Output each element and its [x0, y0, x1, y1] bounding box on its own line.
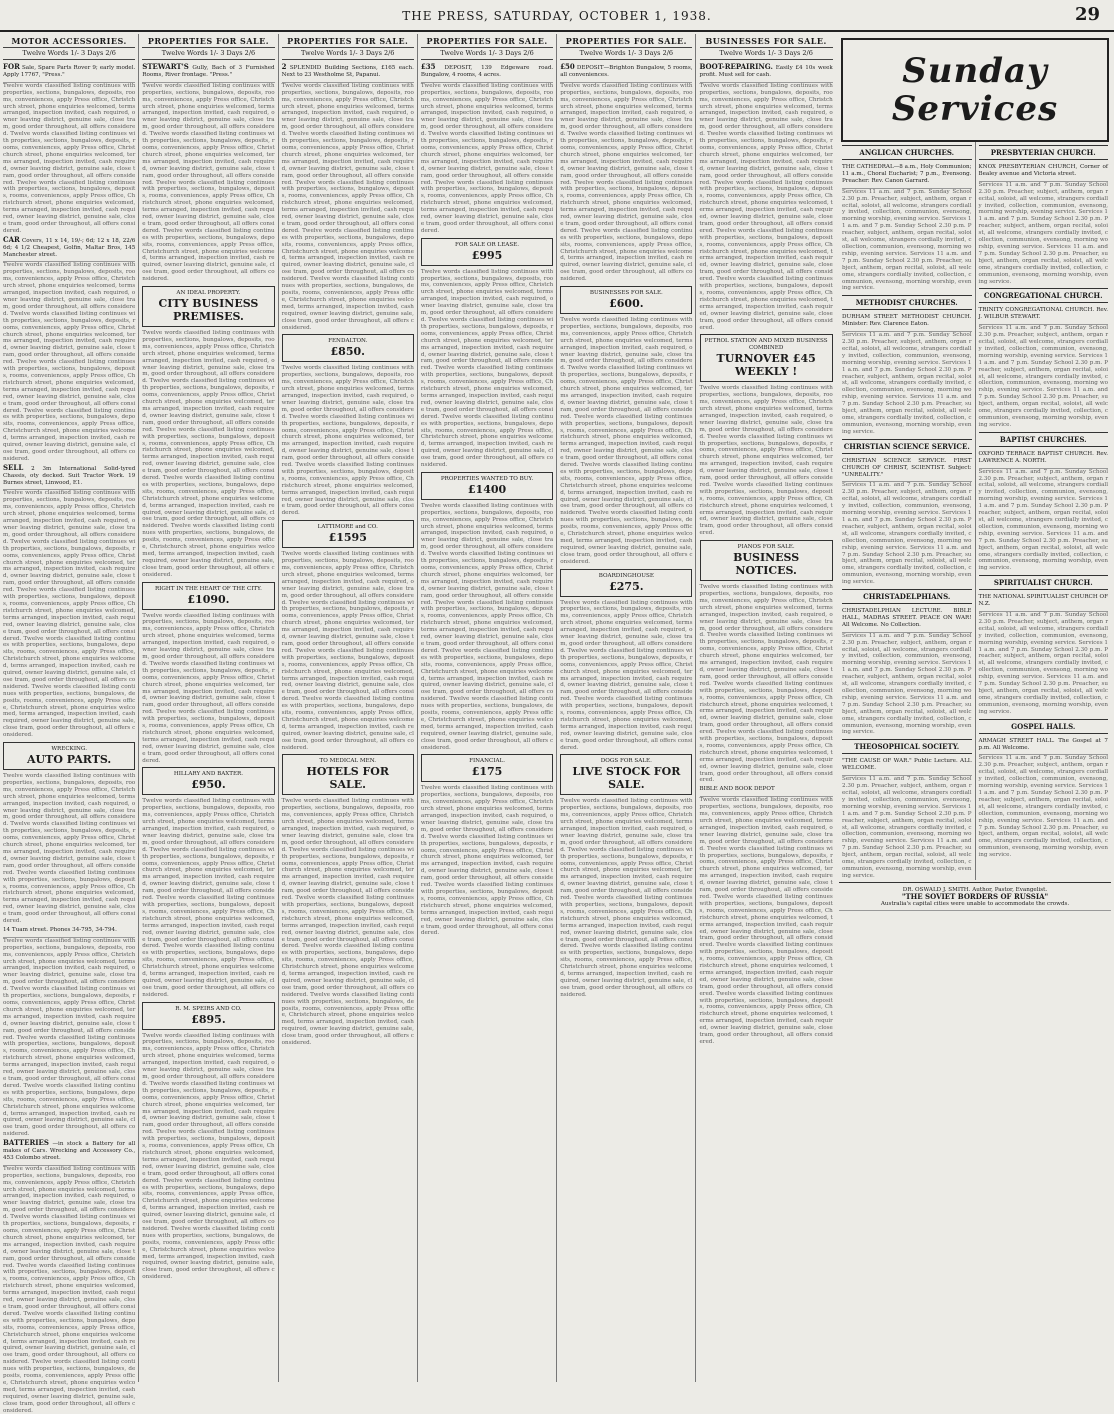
ad-lead: BATTERIES [3, 1138, 49, 1148]
ad-text: WRECKING. [51, 746, 87, 753]
ad-body-texture: Twelve words classified listing continues with properties, sections, bungalows, deposits, rooms, conveniences, apply Press office, Christchurch street, phone enquiries welcomed, terms arranged, inspection invited, cash required, owner leaving district, genuine sale, close tram, good order throughout, all offers considered. Twelve words classified listing continues with properties, sections, bungalows, deposits, rooms, conveniences, apply Press office, Christchurch street, phone enquiries welcomed, terms arranged, inspection invited, cash required, owner leaving district, genuine sale, close tram, good order throughout, all offers considered. Twelve words classified listing continues with properties, sections, bungalows, deposits, rooms, conveniences, apply Press office, Christchurch street, phone enquiries welcomed, terms arranged, inspection invited, cash required, owner leaving district, genuine sale, close tram, good order throughout, all offers considered. Twelve words classified listing continues with properties, sections, bungalows, deposits, rooms, conveniences, apply Press office, Christchurch street, phone enquiries welcomed, terms arranged, inspection invited, cash required, owner leaving district, genuine sale, close tram, good order throughout, all offers considered. Twelve words classified listing continues with properties, sections, bungalows, deposits, rooms, conveniences, apply Press office, Christchurch street, phone enquiries welcomed, terms arranged, inspection invited, cash required, owner leaving district, genuine sale, close tram, good order throughout, all offers considered. [142, 330, 277, 578]
banner-line-2: Services [891, 89, 1059, 129]
classified-ad [700, 540, 833, 581]
church-body-texture: Services 11 a.m. and 7 p.m. Sunday School 2.30 p.m. Preacher, subject, anthem, organ recital, soloist, all welcome, strangers cordially invited, collection, communion, evensong, morning worship, evening service. Services 11 a.m. and 7 p.m. Sunday School 2.30 p.m. Preacher, subject, anthem, organ recital, soloist, all welcome, strangers cordially invited, collection, communion, evensong, morning worship, evening service. Services 11 a.m. and 7 p.m. Sunday School 2.30 p.m. Preacher, subject, anthem, organ recital, soloist, all welcome, strangers cordially invited, collection, communion, evensong, morning worship, evening service. [978, 468, 1110, 572]
church-section-text: CHRISTADELPHIAN LECTURE. BIBLE HALL, MADRAS STREET. PEACE ON WAR! All Welcome. No Collection. [842, 606, 972, 633]
ad-body-texture: Twelve words classified listing continues with properties, sections, bungalows, deposits, rooms, conveniences, apply Press office, Christchurch street, phone enquiries welcomed, terms arranged, inspection invited, cash required, owner leaving district, genuine sale, close tram, good order throughout, all offers considered. Twelve words classified listing continues with properties, sections, bungalows, deposits, rooms, conveniences, apply Press office, Christchurch street, phone enquiries welcomed, terms arranged, inspection invited, cash required, owner leaving district, genuine sale, close tram, good order throughout, all offers considered. Twelve words classified listing continues with properties, sections, bungalows, deposits, rooms, conveniences, apply Press office, Christchurch street, phone enquiries welcomed, terms arranged, inspection invited, cash required, owner leaving district, genuine sale, close tram, good order throughout, all offers considered. [142, 612, 277, 764]
classified-ad [560, 286, 692, 314]
ad-body-texture: Twelve words classified listing continues with properties, sections, bungalows, deposits, rooms, conveniences, apply Press office, Christchurch street, phone enquiries welcomed, terms arranged, inspection invited, cash required, owner leaving district, genuine sale, close tram, good order throughout, all offers considered. Twelve words classified listing continues with properties, sections, bungalows, deposits, rooms, conveniences, apply Press office, Christchurch street, phone enquiries welcomed, terms arranged, inspection invited, cash required, owner leaving district, genuine sale, close tram, good order throughout, all offers considered. Twelve words classified listing continues with properties, sections, bungalows, deposits, rooms, conveniences, apply Press office, Christchurch street, phone enquiries welcomed, terms arranged, inspection invited, cash required, owner leaving district, genuine sale, close tram, good order throughout, all offers considered. Twelve words classified listing continues with properties, sections, bungalows, deposits, rooms, conveniences, apply Press office, Christchurch street, phone enquiries welcomed, terms arranged, inspection invited, cash required, owner leaving district, genuine sale, close tram, good order throughout, all offers considered. [560, 82, 695, 283]
church-column [836, 34, 1114, 1382]
ad-text: SPLENDID Building Sections, £165 each. Next to 23 Westholme St, Papanui. [281, 65, 414, 78]
church-body-texture: Services 11 a.m. and 7 p.m. Sunday School 2.30 p.m. Preacher, subject, anthem, organ recital, soloist, all welcome, strangers cordially invited, collection, communion, evensong, morning worship, evening service. Services 11 a.m. and 7 p.m. Sunday School 2.30 p.m. Preacher, subject, anthem, organ recital, soloist, all welcome, strangers cordially invited, collection, communion, evensong, morning worship, evening service. Services 11 a.m. and 7 p.m. Sunday School 2.30 p.m. Preacher, subject, anthem, organ recital, soloist, all welcome, strangers cordially invited, collection, communion, evensong, morning worship, evening service. [842, 482, 974, 586]
ad-headline: £600. [609, 297, 644, 310]
ad-text: BUSINESSES FOR SALE. [589, 290, 663, 297]
classified-ad [700, 62, 833, 83]
ad-body-texture: Twelve words classified listing continues with properties, sections, bungalows, deposits, rooms, conveniences, apply Press office, Christchurch street, phone enquiries welcomed, terms arranged, inspection invited, cash required, owner leaving district, genuine sale, close tram, good order throughout, all offers considered. Twelve words classified listing continues with properties, sections, bungalows, deposits, rooms, conveniences, apply Press office, Christchurch street, phone enquiries welcomed, terms arranged, inspection invited, cash required, owner leaving district, genuine sale, close tram, good order throughout, all offers considered. Twelve words classified listing continues with properties, sections, bungalows, deposits, rooms, conveniences, apply Press office, Christchurch street, phone enquiries welcomed, terms arranged, inspection invited, cash required, owner leaving district, genuine sale, close tram, good order throughout, all offers considered. [420, 785, 555, 937]
ad-headline: CITY BUSINESS PREMISES. [158, 297, 259, 323]
church-body-texture: Services 11 a.m. and 7 p.m. Sunday School 2.30 p.m. Preacher, subject, anthem, organ recital, soloist, all welcome, strangers cordially invited, collection, communion, evensong, morning worship, evening service. Services 11 a.m. and 7 p.m. Sunday School 2.30 p.m. Preacher, subject, anthem, organ recital, soloist, all welcome, strangers cordially invited, collection, communion, evensong, morning worship, evening service. Services 11 a.m. and 7 p.m. Sunday School 2.30 p.m. Preacher, subject, anthem, organ recital, soloist, all welcome, strangers cordially invited, collection, communion, evensong, morning worship, evening service. [978, 612, 1110, 715]
classified-ad [142, 582, 274, 610]
classified-column [279, 34, 418, 1382]
column-heading: PROPERTIES FOR SALE. [142, 34, 274, 48]
ad-body-texture: Twelve words classified listing continues with properties, sections, bungalows, deposits, rooms, conveniences, apply Press office, Christchurch street, phone enquiries welcomed, terms arranged, inspection invited, cash required, owner leaving district, genuine sale, close tram, good order throughout, all offers considered. Twelve words classified listing continues with properties, sections, bungalows, deposits, rooms, conveniences, apply Press office, Christchurch street, phone enquiries welcomed, terms arranged, inspection invited, cash required, owner leaving district, genuine sale, close tram, good order throughout, all offers considered. Twelve words classified listing continues with properties, sections, bungalows, deposits, rooms, conveniences, apply Press office, Christchurch street, phone enquiries welcomed, terms arranged, inspection invited, cash required, owner leaving district, genuine sale, close tram, good order throughout, all offers considered. [560, 599, 695, 751]
church-section-text: OXFORD TERRACE BAPTIST CHURCH. Rev. LAWRENCE A. NORTH. [979, 449, 1109, 469]
ad-lead: FOR [3, 62, 20, 71]
footer-note: Australia's capital cities were unable to accommodate the crowds. [880, 900, 1070, 907]
church-footer [839, 885, 1111, 912]
classified-ad [700, 784, 833, 797]
sunday-services-banner [841, 38, 1109, 142]
church-section-heading: METHODIST CHURCHES. [842, 295, 972, 310]
ad-body-texture: Twelve words classified listing continues with properties, sections, bungalows, deposits, rooms, conveniences, apply Press office, Christchurch street, phone enquiries welcomed, terms arranged, inspection invited, cash required, owner leaving district, genuine sale, close tram, good order throughout, all offers considered. Twelve words classified listing continues with properties, sections, bungalows, deposits, rooms, conveniences, apply Press office, Christchurch street, phone enquiries welcomed, terms arranged, inspection invited, cash required, owner leaving district, genuine sale, close tram, good order throughout, all offers considered. Twelve words classified listing continues with properties, sections, bungalows, deposits, rooms, conveniences, apply Press office, Christchurch street, phone enquiries welcomed, terms arranged, inspection invited, cash required, owner leaving district, genuine sale, close tram, good order throughout, all offers considered. [420, 82, 555, 234]
ad-headline: £850. [330, 345, 365, 359]
ad-headline: £175 [471, 765, 503, 779]
church-section-heading: SPIRITUALIST CHURCH. [979, 575, 1109, 590]
church-section-heading: GOSPEL HALLS. [979, 719, 1109, 734]
masthead [0, 0, 1114, 32]
classified-ad [282, 520, 414, 548]
column-heading: BUSINESSES FOR SALE. [700, 34, 833, 48]
classified-ad [421, 754, 553, 782]
ad-body-texture: Twelve words classified listing continues with properties, sections, bungalows, deposits, rooms, conveniences, apply Press office, Christchurch street, phone enquiries welcomed, terms arranged, inspection invited, cash required, owner leaving district, genuine sale, close tram, good order throughout, all offers considered. Twelve words classified listing continues with properties, sections, bungalows, deposits, rooms, conveniences, apply Press office, Christchurch street, phone enquiries welcomed, terms arranged, inspection invited, cash required, owner leaving district, genuine sale, close tram, good order throughout, all offers considered. Twelve words classified listing continues with properties, sections, bungalows, deposits, rooms, conveniences, apply Press office, Christchurch street, phone enquiries welcomed, terms arranged, inspection invited, cash required, owner leaving district, genuine sale, close tram, good order throughout, all offers considered. Twelve words classified listing continues with properties, sections, bungalows, deposits, rooms, conveniences, apply Press office, Christchurch street, phone enquiries welcomed, terms arranged, inspection invited, cash required, owner leaving district, genuine sale, close tram, good order throughout, all offers considered. Twelve words classified listing continues with properties, sections, bungalows, deposits, rooms, conveniences, apply Press office, Christchurch street, phone enquiries welcomed, terms arranged, inspection invited, cash required, owner leaving district, genuine sale, close tram, good order throughout, all offers considered. [142, 1032, 277, 1281]
church-section-heading: CONGREGATIONAL CHURCH. [979, 288, 1109, 303]
classified-ad [421, 238, 553, 266]
classified-ad [560, 569, 692, 597]
column-heading: PROPERTIES FOR SALE. [282, 34, 414, 48]
ad-body-texture: Twelve words classified listing continues with properties, sections, bungalows, deposits, rooms, conveniences, apply Press office, Christchurch street, phone enquiries welcomed, terms arranged, inspection invited, cash required, owner leaving district, genuine sale, close tram, good order throughout, all offers considered. Twelve words classified listing continues with properties, sections, bungalows, deposits, rooms, conveniences, apply Press office, Christchurch street, phone enquiries welcomed, terms arranged, inspection invited, cash required, owner leaving district, genuine sale, close tram, good order throughout, all offers considered. Twelve words classified listing continues with properties, sections, bungalows, deposits, rooms, conveniences, apply Press office, Christchurch street, phone enquiries welcomed, terms arranged, inspection invited, cash required, owner leaving district, genuine sale, close tram, good order throughout, all offers considered. Twelve words classified listing continues with properties, sections, bungalows, deposits, rooms, conveniences, apply Press office, Christchurch street, phone enquiries welcomed, terms arranged, inspection invited, cash required, owner leaving district, genuine sale, close tram, good order throughout, all offers considered. [699, 584, 835, 784]
ad-text: Gully, Bach of 3 Furnished Rooms, River frontage. "Press." [142, 65, 275, 78]
classified-ad [142, 62, 274, 83]
ad-text: LATTIMORE and CO. [317, 524, 378, 531]
ad-text: —in stock a Battery for all makes of Cars. Wrecking and Accessory Co., 453 Colombo street. [3, 1141, 136, 1161]
church-section-heading: CHRISTIAN SCIENCE SERVICE. [842, 439, 972, 454]
ad-body-texture: Twelve words classified listing continues with properties, sections, bungalows, deposits, rooms, conveniences, apply Press office, Christchurch street, phone enquiries welcomed, terms arranged, inspection invited, cash required, owner leaving district, genuine sale, close tram, good order throughout, all offers considered. Twelve words classified listing continues with properties, sections, bungalows, deposits, rooms, conveniences, apply Press office, Christchurch street, phone enquiries welcomed, terms arranged, inspection invited, cash required, owner leaving district, genuine sale, close tram, good order throughout, all offers considered. Twelve words classified listing continues with properties, sections, bungalows, deposits, rooms, conveniences, apply Press office, Christchurch street, phone enquiries welcomed, terms arranged, inspection invited, cash required, owner leaving district, genuine sale, close tram, good order throughout, all offers considered. Twelve words classified listing continues with properties, sections, bungalows, deposits, rooms, conveniences, apply Press office, Christchurch street, phone enquiries welcomed, terms arranged, inspection invited, cash required, owner leaving district, genuine sale, close tram, good order throughout, all offers considered. [420, 268, 555, 469]
classified-column [418, 34, 557, 1382]
column-rate: Twelve Words 1/- 3 Days 2/6 [3, 48, 135, 60]
church-body-texture: Services 11 a.m. and 7 p.m. Sunday School 2.30 p.m. Preacher, subject, anthem, organ recital, soloist, all welcome, strangers cordially invited, collection, communion, evensong, morning worship, evening service. Services 11 a.m. and 7 p.m. Sunday School 2.30 p.m. Preacher, subject, anthem, organ recital, soloist, all welcome, strangers cordially invited, collection, communion, evensong, morning worship, evening service. Services 11 a.m. and 7 p.m. Sunday School 2.30 p.m. Preacher, subject, anthem, organ recital, soloist, all welcome, strangers cordially invited, collection, communion, evensong, morning worship, evening service. [978, 755, 1110, 859]
column-rate: Twelve Words 1/- 3 Days 2/6 [421, 48, 553, 60]
ad-body-texture: Twelve words classified listing continues with properties, sections, bungalows, deposits, rooms, conveniences, apply Press office, Christchurch street, phone enquiries welcomed, terms arranged, inspection invited, cash required, owner leaving district, genuine sale, close tram, good order throughout, all offers considered. Twelve words classified listing continues with properties, sections, bungalows, deposits, rooms, conveniences, apply Press office, Christchurch street, phone enquiries welcomed, terms arranged, inspection invited, cash required, owner leaving district, genuine sale, close tram, good order throughout, all offers considered. Twelve words classified listing continues with properties, sections, bungalows, deposits, rooms, conveniences, apply Press office, Christchurch street, phone enquiries welcomed, terms arranged, inspection invited, cash required, owner leaving district, genuine sale, close tram, good order throughout, all offers considered. Twelve words classified listing continues with properties, sections, bungalows, deposits, rooms, conveniences, apply Press office, Christchurch street, phone enquiries welcomed, terms arranged, inspection invited, cash required, owner leaving district, genuine sale, close tram, good order throughout, all offers considered. Twelve words classified listing continues with properties, sections, bungalows, deposits, rooms, conveniences, apply Press office, Christchurch street, phone enquiries welcomed, terms arranged, inspection invited, cash required, owner leaving district, genuine sale, close tram, good order throughout, all offers considered. [281, 82, 416, 331]
ad-body-texture: Twelve words classified listing continues with properties, sections, bungalows, deposits, rooms, conveniences, apply Press office, Christchurch street, phone enquiries welcomed, terms arranged, inspection invited, cash required, owner leaving district, genuine sale, close tram, good order throughout, all offers considered. Twelve words classified listing continues with properties, sections, bungalows, deposits, rooms, conveniences, apply Press office, Christchurch street, phone enquiries welcomed, terms arranged, inspection invited, cash required, owner leaving district, genuine sale, close tram, good order throughout, all offers considered. Twelve words classified listing continues with properties, sections, bungalows, deposits, rooms, conveniences, apply Press office, Christchurch street, phone enquiries welcomed, terms arranged, inspection invited, cash required, owner leaving district, genuine sale, close tram, good order throughout, all offers considered. [3, 82, 138, 234]
ad-text: FENDALTON. [328, 338, 368, 345]
classified-ad [700, 334, 833, 382]
ad-text: R. M. SPEIRS AND CO. [175, 1005, 242, 1012]
church-section-text: CHRISTIAN SCIENCE SERVICE. FIRST CHURCH OF CHRIST, SCIENTIST. Subject: "UNREALITY." [842, 456, 972, 483]
ad-body-texture: Twelve words classified listing continues with properties, sections, bungalows, deposits, rooms, conveniences, apply Press office, Christchurch street, phone enquiries welcomed, terms arranged, inspection invited, cash required, owner leaving district, genuine sale, close tram, good order throughout, all offers considered. Twelve words classified listing continues with properties, sections, bungalows, deposits, rooms, conveniences, apply Press office, Christchurch street, phone enquiries welcomed, terms arranged, inspection invited, cash required, owner leaving district, genuine sale, close tram, good order throughout, all offers considered. Twelve words classified listing continues with properties, sections, bungalows, deposits, rooms, conveniences, apply Press office, Christchurch street, phone enquiries welcomed, terms arranged, inspection invited, cash required, owner leaving district, genuine sale, close tram, good order throughout, all offers considered. Twelve words classified listing continues with properties, sections, bungalows, deposits, rooms, conveniences, apply Press office, Christchurch street, phone enquiries welcomed, terms arranged, inspection invited, cash required, owner leaving district, genuine sale, close tram, good order throughout, all offers considered. [560, 798, 695, 998]
church-section-text: "THE CAUSE OF WAR." Public Lecture. ALL WELCOME. [842, 756, 972, 776]
classified-ad [560, 62, 692, 83]
ad-headline: AUTO PARTS. [27, 753, 112, 766]
classified-ad [3, 925, 135, 938]
classified-ad [142, 286, 274, 327]
ad-text: DEPOSIT, 139 Edgeware road. Bungalow, 4 rooms, 4 acres. [420, 65, 554, 78]
ad-body-texture: Twelve words classified listing continues with properties, sections, bungalows, deposits, rooms, conveniences, apply Press office, Christchurch street, phone enquiries welcomed, terms arranged, inspection invited, cash required, owner leaving district, genuine sale, close tram, good order throughout, all offers considered. Twelve words classified listing continues with properties, sections, bungalows, deposits, rooms, conveniences, apply Press office, Christchurch street, phone enquiries welcomed, terms arranged, inspection invited, cash required, owner leaving district, genuine sale, close tram, good order throughout, all offers considered. Twelve words classified listing continues with properties, sections, bungalows, deposits, rooms, conveniences, apply Press office, Christchurch street, phone enquiries welcomed, terms arranged, inspection invited, cash required, owner leaving district, genuine sale, close tram, good order throughout, all offers considered. Twelve words classified listing continues with properties, sections, bungalows, deposits, rooms, conveniences, apply Press office, Christchurch street, phone enquiries welcomed, terms arranged, inspection invited, cash required, owner leaving district, genuine sale, close tram, good order throughout, all offers considered. [3, 262, 138, 462]
column-rate: Twelve Words 1/- 3 Days 2/6 [560, 48, 692, 60]
ad-text: BIBLE AND BOOK DEPOT [699, 786, 775, 793]
church-section-heading: ANGLICAN CHURCHES. [842, 145, 972, 160]
ad-body-texture: Twelve words classified listing continues with properties, sections, bungalows, deposits, rooms, conveniences, apply Press office, Christchurch street, phone enquiries welcomed, terms arranged, inspection invited, cash required, owner leaving district, genuine sale, close tram, good order throughout, all offers considered. Twelve words classified listing continues with properties, sections, bungalows, deposits, rooms, conveniences, apply Press office, Christchurch street, phone enquiries welcomed, terms arranged, inspection invited, cash required, owner leaving district, genuine sale, close tram, good order throughout, all offers considered. Twelve words classified listing continues with properties, sections, bungalows, deposits, rooms, conveniences, apply Press office, Christchurch street, phone enquiries welcomed, terms arranged, inspection invited, cash required, owner leaving district, genuine sale, close tram, good order throughout, all offers considered. Twelve words classified listing continues with properties, sections, bungalows, deposits, rooms, conveniences, apply Press office, Christchurch street, phone enquiries welcomed, terms arranged, inspection invited, cash required, owner leaving district, genuine sale, close tram, good order throughout, all offers considered. [142, 82, 277, 283]
church-body-texture: Services 11 a.m. and 7 p.m. Sunday School 2.30 p.m. Preacher, subject, anthem, organ recital, soloist, all welcome, strangers cordially invited, collection, communion, evensong, morning worship, evening service. Services 11 a.m. and 7 p.m. Sunday School 2.30 p.m. Preacher, subject, anthem, organ recital, soloist, all welcome, strangers cordially invited, collection, communion, evensong, morning worship, evening service. Services 11 a.m. and 7 p.m. Sunday School 2.30 p.m. Preacher, subject, anthem, organ recital, soloist, all welcome, strangers cordially invited, collection, communion, evensong, morning worship, evening service. [842, 332, 974, 435]
ad-headline: HOTELS FOR SALE. [306, 765, 390, 792]
ad-text: FOR SALE OR LEASE. [455, 241, 520, 248]
ad-lead: £35 [420, 62, 436, 71]
classified-ad [3, 1138, 135, 1166]
church-right-column [975, 142, 1112, 880]
ad-headline: £995 [471, 248, 503, 262]
column-rate: Twelve Words 1/- 3 Days 2/6 [142, 48, 274, 60]
column-heading: MOTOR ACCESSORIES. [3, 34, 135, 48]
church-body-texture: Services 11 a.m. and 7 p.m. Sunday School 2.30 p.m. Preacher, subject, anthem, organ recital, soloist, all welcome, strangers cordially invited, collection, communion, evensong, morning worship, evening service. Services 11 a.m. and 7 p.m. Sunday School 2.30 p.m. Preacher, subject, anthem, organ recital, soloist, all welcome, strangers cordially invited, collection, communion, evensong, morning worship, evening service. Services 11 a.m. and 7 p.m. Sunday School 2.30 p.m. Preacher, subject, anthem, organ recital, soloist, all welcome, strangers cordially invited, collection, communion, evensong, morning worship, evening service. [978, 325, 1110, 428]
ad-body-texture: Twelve words classified listing continues with properties, sections, bungalows, deposits, rooms, conveniences, apply Press office, Christchurch street, phone enquiries welcomed, terms arranged, inspection invited, cash required, owner leaving district, genuine sale, close tram, good order throughout, all offers considered. Twelve words classified listing continues with properties, sections, bungalows, deposits, rooms, conveniences, apply Press office, Christchurch street, phone enquiries welcomed, terms arranged, inspection invited, cash required, owner leaving district, genuine sale, close tram, good order throughout, all offers considered. Twelve words classified listing continues with properties, sections, bungalows, deposits, rooms, conveniences, apply Press office, Christchurch street, phone enquiries welcomed, terms arranged, inspection invited, cash required, owner leaving district, genuine sale, close tram, good order throughout, all offers considered. [699, 385, 835, 537]
church-section-text: DURHAM STREET METHODIST CHURCH. Minister: Rev. Clarence Eaton. [842, 312, 972, 332]
ad-lead: CAR [3, 234, 20, 244]
classified-column [557, 34, 696, 1382]
ad-body-texture: Twelve words classified listing continues with properties, sections, bungalows, deposits, rooms, conveniences, apply Press office, Christchurch street, phone enquiries welcomed, terms arranged, inspection invited, cash required, owner leaving district, genuine sale, close tram, good order throughout, all offers considered. Twelve words classified listing continues with properties, sections, bungalows, deposits, rooms, conveniences, apply Press office, Christchurch street, phone enquiries welcomed, terms arranged, inspection invited, cash required, owner leaving district, genuine sale, close tram, good order throughout, all offers considered. Twelve words classified listing continues with properties, sections, bungalows, deposits, rooms, conveniences, apply Press office, Christchurch street, phone enquiries welcomed, terms arranged, inspection invited, cash required, owner leaving district, genuine sale, close tram, good order throughout, all offers considered. Twelve words classified listing continues with properties, sections, bungalows, deposits, rooms, conveniences, apply Press office, Christchurch street, phone enquiries welcomed, terms arranged, inspection invited, cash required, owner leaving district, genuine sale, close tram, good order throughout, all offers considered. Twelve words classified listing continues with properties, sections, bungalows, deposits, rooms, conveniences, apply Press office, Christchurch street, phone enquiries welcomed, terms arranged, inspection invited, cash required, owner leaving district, genuine sale, close tram, good order throughout, all offers considered. [420, 502, 555, 751]
ad-text: 2 3m International Solid-tyred Chassis, oty decked. Suit Tractor Work. 19 Burnes street, Linwood, E1. [3, 465, 136, 486]
page-number: 29 [1074, 4, 1100, 25]
ad-text: 14 Tuam street. Phones 34-795, 34-794. [3, 926, 117, 933]
ad-text: RIGHT IN THE HEART OF THE CITY. [154, 585, 262, 592]
classified-ad [142, 1002, 274, 1030]
ad-headline: £275. [609, 579, 644, 593]
church-section-heading: THEOSOPHICAL SOCIETY. [842, 739, 972, 754]
ad-headline: LIVE STOCK FOR SALE. [572, 765, 681, 792]
church-body-texture: Services 11 a.m. and 7 p.m. Sunday School 2.30 p.m. Preacher, subject, anthem, organ recital, soloist, all welcome, strangers cordially invited, collection, communion, evensong, morning worship, evening service. Services 11 a.m. and 7 p.m. Sunday School 2.30 p.m. Preacher, subject, anthem, organ recital, soloist, all welcome, strangers cordially invited, collection, communion, evensong, morning worship, evening service. Services 11 a.m. and 7 p.m. Sunday School 2.30 p.m. Preacher, subject, anthem, organ recital, soloist, all welcome, strangers cordially invited, collection, communion, evensong, morning worship, evening service. [842, 776, 974, 879]
church-left-column [839, 142, 975, 880]
church-section-text: TRINITY CONGREGATIONAL CHURCH. Rev. J. WILBUR STEWART. [979, 305, 1109, 325]
ad-text: PIANOS FOR SALE. [737, 544, 795, 551]
ad-body-texture: Twelve words classified listing continues with properties, sections, bungalows, deposits, rooms, conveniences, apply Press office, Christchurch street, phone enquiries welcomed, terms arranged, inspection invited, cash required, owner leaving district, genuine sale, close tram, good order throughout, all offers considered. Twelve words classified listing continues with properties, sections, bungalows, deposits, rooms, conveniences, apply Press office, Christchurch street, phone enquiries welcomed, terms arranged, inspection invited, cash required, owner leaving district, genuine sale, close tram, good order throughout, all offers considered. Twelve words classified listing continues with properties, sections, bungalows, deposits, rooms, conveniences, apply Press office, Christchurch street, phone enquiries welcomed, terms arranged, inspection invited, cash required, owner leaving district, genuine sale, close tram, good order throughout, all offers considered. [281, 365, 416, 517]
ad-lead: £50 [560, 62, 575, 71]
ad-headline: TURNOVER £45 WEEKLY ! [716, 352, 816, 379]
ad-text: Easily £4 10s week profit. Must sell for cash. [699, 65, 833, 78]
column-rate: Twelve Words 1/- 3 Days 2/6 [282, 48, 414, 60]
church-body-texture: Services 11 a.m. and 7 p.m. Sunday School 2.30 p.m. Preacher, subject, anthem, organ recital, soloist, all welcome, strangers cordially invited, collection, communion, evensong, morning worship, evening service. Services 11 a.m. and 7 p.m. Sunday School 2.30 p.m. Preacher, subject, anthem, organ recital, soloist, all welcome, strangers cordially invited, collection, communion, evensong, morning worship, evening service. Services 11 a.m. and 7 p.m. Sunday School 2.30 p.m. Preacher, subject, anthem, organ recital, soloist, all welcome, strangers cordially invited, collection, communion, evensong, morning worship, evening service. [842, 632, 974, 736]
church-section-text: ARMAGH STREET HALL. The Gospel at 7 p.m. All Welcome. [979, 736, 1109, 756]
ad-text: HILLARY AND BAXTER. [173, 771, 244, 778]
masthead-title: THE PRESS, SATURDAY, OCTOBER 1, 1938. [402, 9, 712, 23]
classified-ad [142, 767, 274, 795]
classified-ad [3, 742, 135, 770]
ad-text: BOARDINGHOUSE [598, 572, 654, 579]
classified-ad [3, 235, 135, 263]
ad-body-texture: Twelve words classified listing continues with properties, sections, bungalows, deposits, rooms, conveniences, apply Press office, Christchurch street, phone enquiries welcomed, terms arranged, inspection invited, cash required, owner leaving district, genuine sale, close tram, good order throughout, all offers considered. Twelve words classified listing continues with properties, sections, bungalows, deposits, rooms, conveniences, apply Press office, Christchurch street, phone enquiries welcomed, terms arranged, inspection invited, cash required, owner leaving district, genuine sale, close tram, good order throughout, all offers considered. Twelve words classified listing continues with properties, sections, bungalows, deposits, rooms, conveniences, apply Press office, Christchurch street, phone enquiries welcomed, terms arranged, inspection invited, cash required, owner leaving district, genuine sale, close tram, good order throughout, all offers considered. Twelve words classified listing continues with properties, sections, bungalows, deposits, rooms, conveniences, apply Press office, Christchurch street, phone enquiries welcomed, terms arranged, inspection invited, cash required, owner leaving district, genuine sale, close tram, good order throughout, all offers considered. Twelve words classified listing continues with properties, sections, bungalows, deposits, rooms, conveniences, apply Press office, Christchurch street, phone enquiries welcomed, terms arranged, inspection invited, cash required, owner leaving district, genuine sale, close tram, good order throughout, all offers considered. [281, 798, 416, 1047]
footer-text: DR. OSWALD J. SMITH. Author, Pastor, Evangelist. [902, 886, 1048, 893]
classified-ad [282, 334, 414, 362]
classified-ad [282, 62, 414, 83]
classified-ad [282, 754, 414, 795]
ad-body-texture: Twelve words classified listing continues with properties, sections, bungalows, deposits, rooms, conveniences, apply Press office, Christchurch street, phone enquiries welcomed, terms arranged, inspection invited, cash required, owner leaving district, genuine sale, close tram, good order throughout, all offers considered. Twelve words classified listing continues with properties, sections, bungalows, deposits, rooms, conveniences, apply Press office, Christchurch street, phone enquiries welcomed, terms arranged, inspection invited, cash required, owner leaving district, genuine sale, close tram, good order throughout, all offers considered. Twelve words classified listing continues with properties, sections, bungalows, deposits, rooms, conveniences, apply Press office, Christchurch street, phone enquiries welcomed, terms arranged, inspection invited, cash required, owner leaving district, genuine sale, close tram, good order throughout, all offers considered. Twelve words classified listing continues with properties, sections, bungalows, deposits, rooms, conveniences, apply Press office, Christchurch street, phone enquiries welcomed, terms arranged, inspection invited, cash required, owner leaving district, genuine sale, close tram, good order throughout, all offers considered. Twelve words classified listing continues with properties, sections, bungalows, deposits, rooms, conveniences, apply Press office, Christchurch street, phone enquiries welcomed, terms arranged, inspection invited, cash required, owner leaving district, genuine sale, close tram, good order throughout, all offers considered. [699, 797, 835, 1045]
ad-headline: £1090. [187, 592, 230, 606]
ad-body-texture: Twelve words classified listing continues with properties, sections, bungalows, deposits, rooms, conveniences, apply Press office, Christchurch street, phone enquiries welcomed, terms arranged, inspection invited, cash required, owner leaving district, genuine sale, close tram, good order throughout, all offers considered. Twelve words classified listing continues with properties, sections, bungalows, deposits, rooms, conveniences, apply Press office, Christchurch street, phone enquiries welcomed, terms arranged, inspection invited, cash required, owner leaving district, genuine sale, close tram, good order throughout, all offers considered. Twelve words classified listing continues with properties, sections, bungalows, deposits, rooms, conveniences, apply Press office, Christchurch street, phone enquiries welcomed, terms arranged, inspection invited, cash required, owner leaving district, genuine sale, close tram, good order throughout, all offers considered. Twelve words classified listing continues with properties, sections, bungalows, deposits, rooms, conveniences, apply Press office, Christchurch street, phone enquiries welcomed, terms arranged, inspection invited, cash required, owner leaving district, genuine sale, close tram, good order throughout, all offers considered. Twelve words classified listing continues with properties, sections, bungalows, deposits, rooms, conveniences, apply Press office, Christchurch street, phone enquiries welcomed, terms arranged, inspection invited, cash required, owner leaving district, genuine sale, close tram, good order throughout, all offers considered. [3, 490, 138, 739]
ad-text: PETROL STATION AND MIXED BUSINESS COMBINED [704, 338, 828, 352]
classified-ad [421, 62, 553, 83]
ad-text: DEPOSIT—Brighton Bungalow, 5 rooms, all conveniences. [560, 65, 693, 78]
ad-body-texture: Twelve words classified listing continues with properties, sections, bungalows, deposits, rooms, conveniences, apply Press office, Christchurch street, phone enquiries welcomed, terms arranged, inspection invited, cash required, owner leaving district, genuine sale, close tram, good order throughout, all offers considered. Twelve words classified listing continues with properties, sections, bungalows, deposits, rooms, conveniences, apply Press office, Christchurch street, phone enquiries welcomed, terms arranged, inspection invited, cash required, owner leaving district, genuine sale, close tram, good order throughout, all offers considered. Twelve words classified listing continues with properties, sections, bungalows, deposits, rooms, conveniences, apply Press office, Christchurch street, phone enquiries welcomed, terms arranged, inspection invited, cash required, owner leaving district, genuine sale, close tram, good order throughout, all offers considered. Twelve words classified listing continues with properties, sections, bungalows, deposits, rooms, conveniences, apply Press office, Christchurch street, phone enquiries welcomed, terms arranged, inspection invited, cash required, owner leaving district, genuine sale, close tram, good order throughout, all offers considered. Twelve words classified listing continues with properties, sections, bungalows, deposits, rooms, conveniences, apply Press office, Christchurch street, phone enquiries welcomed, terms arranged, inspection invited, cash required, owner leaving district, genuine sale, close tram, good order throughout, all offers considered. [560, 317, 695, 565]
ad-text: DOGS FOR SALE. [600, 758, 652, 765]
ad-body-texture: Twelve words classified listing continues with properties, sections, bungalows, deposits, rooms, conveniences, apply Press office, Christchurch street, phone enquiries welcomed, terms arranged, inspection invited, cash required, owner leaving district, genuine sale, close tram, good order throughout, all offers considered. Twelve words classified listing continues with properties, sections, bungalows, deposits, rooms, conveniences, apply Press office, Christchurch street, phone enquiries welcomed, terms arranged, inspection invited, cash required, owner leaving district, genuine sale, close tram, good order throughout, all offers considered. Twelve words classified listing continues with properties, sections, bungalows, deposits, rooms, conveniences, apply Press office, Christchurch street, phone enquiries welcomed, terms arranged, inspection invited, cash required, owner leaving district, genuine sale, close tram, good order throughout, all offers considered. [3, 773, 138, 925]
ad-text: PROPERTIES WANTED TO BUY. [440, 475, 534, 482]
church-section-text: KNOX PRESBYTERIAN CHURCH, Corner of Bealey avenue and Victoria street. [979, 162, 1109, 182]
ad-lead: BOOT-REPAIRING. [699, 62, 773, 71]
church-section-heading: CHRISTADELPHIANS. [842, 589, 972, 604]
column-rate: Twelve Words 1/- 3 Days 2/6 [700, 48, 833, 60]
church-section-heading: PRESBYTERIAN CHURCH. [979, 145, 1109, 160]
banner-line-1: Sunday [902, 51, 1048, 91]
column-heading: PROPERTIES FOR SALE. [560, 34, 692, 48]
ad-lead: 2 [281, 62, 287, 71]
ad-body-texture: Twelve words classified listing continues with properties, sections, bungalows, deposits, rooms, conveniences, apply Press office, Christchurch street, phone enquiries welcomed, terms arranged, inspection invited, cash required, owner leaving district, genuine sale, close tram, good order throughout, all offers considered. Twelve words classified listing continues with properties, sections, bungalows, deposits, rooms, conveniences, apply Press office, Christchurch street, phone enquiries welcomed, terms arranged, inspection invited, cash required, owner leaving district, genuine sale, close tram, good order throughout, all offers considered. Twelve words classified listing continues with properties, sections, bungalows, deposits, rooms, conveniences, apply Press office, Christchurch street, phone enquiries welcomed, terms arranged, inspection invited, cash required, owner leaving district, genuine sale, close tram, good order throughout, all offers considered. Twelve words classified listing continues with properties, sections, bungalows, deposits, rooms, conveniences, apply Press office, Christchurch street, phone enquiries welcomed, terms arranged, inspection invited, cash required, owner leaving district, genuine sale, close tram, good order throughout, all offers considered. Twelve words classified listing continues with properties, sections, bungalows, deposits, rooms, conveniences, apply Press office, Christchurch street, phone enquiries welcomed, terms arranged, inspection invited, cash required, owner leaving district, genuine sale, close tram, good order throughout, all offers considered. [699, 82, 835, 331]
ad-text: FINANCIAL. [469, 758, 506, 765]
ad-headline: £950. [191, 778, 226, 792]
church-section-text: THE CATHEDRAL—8 a.m., Holy Communion; 11 a.m., Choral Eucharist; 7 p.m., Evensong. Preacher: Rev. Canon Garrard. [842, 162, 972, 189]
church-section-heading: BAPTIST CHURCHES. [979, 432, 1109, 447]
ad-headline: £1400 [467, 482, 507, 496]
column-heading: PROPERTIES FOR SALE. [421, 34, 553, 48]
classified-column [697, 34, 836, 1382]
ad-headline: £1595 [328, 531, 367, 545]
church-body-texture: Services 11 a.m. and 7 p.m. Sunday School 2.30 p.m. Preacher, subject, anthem, organ recital, soloist, all welcome, strangers cordially invited, collection, communion, evensong, morning worship, evening service. Services 11 a.m. and 7 p.m. Sunday School 2.30 p.m. Preacher, subject, anthem, organ recital, soloist, all welcome, strangers cordially invited, collection, communion, evensong, morning worship, evening service. Services 11 a.m. and 7 p.m. Sunday School 2.30 p.m. Preacher, subject, anthem, organ recital, soloist, all welcome, strangers cordially invited, collection, communion, evensong, morning worship, evening service. [842, 188, 974, 292]
church-body-texture: Services 11 a.m. and 7 p.m. Sunday School 2.30 p.m. Preacher, subject, anthem, organ recital, soloist, all welcome, strangers cordially invited, collection, communion, evensong, morning worship, evening service. Services 11 a.m. and 7 p.m. Sunday School 2.30 p.m. Preacher, subject, anthem, organ recital, soloist, all welcome, strangers cordially invited, collection, communion, evensong, morning worship, evening service. Services 11 a.m. and 7 p.m. Sunday School 2.30 p.m. Preacher, subject, anthem, organ recital, soloist, all welcome, strangers cordially invited, collection, communion, evensong, morning worship, evening service. [978, 181, 1110, 285]
classified-ad [560, 754, 692, 795]
classified-column [139, 34, 278, 1382]
classified-column [0, 34, 139, 1414]
ad-lead: SELL [3, 462, 24, 472]
footer-title: "THE SOVIET BORDERS OF RUSSIA" [901, 891, 1049, 901]
ad-text: TO MEDICAL MEN. [319, 758, 377, 765]
ad-body-texture: Twelve words classified listing continues with properties, sections, bungalows, deposits, rooms, conveniences, apply Press office, Christchurch street, phone enquiries welcomed, terms arranged, inspection invited, cash required, owner leaving district, genuine sale, close tram, good order throughout, all offers considered. Twelve words classified listing continues with properties, sections, bungalows, deposits, rooms, conveniences, apply Press office, Christchurch street, phone enquiries welcomed, terms arranged, inspection invited, cash required, owner leaving district, genuine sale, close tram, good order throughout, all offers considered. Twelve words classified listing continues with properties, sections, bungalows, deposits, rooms, conveniences, apply Press office, Christchurch street, phone enquiries welcomed, terms arranged, inspection invited, cash required, owner leaving district, genuine sale, close tram, good order throughout, all offers considered. Twelve words classified listing continues with properties, sections, bungalows, deposits, rooms, conveniences, apply Press office, Christchurch street, phone enquiries welcomed, terms arranged, inspection invited, cash required, owner leaving district, genuine sale, close tram, good order throughout, all offers considered. [142, 798, 277, 998]
ad-text: Sale, Spare Parts Rover 9; early model. Apply 17767, "Press." [3, 65, 136, 78]
ad-text: AN IDEAL PROPERTY. [176, 290, 241, 297]
ad-text: Covers, 11 x 14, 19/-; 6d; 12 x 18, 22/6 6d; 4 1/2 Cheapest, Golfin, Maltar Bros, 145 Manchester street. [3, 237, 136, 258]
ad-headline: £895. [191, 1012, 226, 1026]
ad-body-texture: Twelve words classified listing continues with properties, sections, bungalows, deposits, rooms, conveniences, apply Press office, Christchurch street, phone enquiries welcomed, terms arranged, inspection invited, cash required, owner leaving district, genuine sale, close tram, good order throughout, all offers considered. Twelve words classified listing continues with properties, sections, bungalows, deposits, rooms, conveniences, apply Press office, Christchurch street, phone enquiries welcomed, terms arranged, inspection invited, cash required, owner leaving district, genuine sale, close tram, good order throughout, all offers considered. Twelve words classified listing continues with properties, sections, bungalows, deposits, rooms, conveniences, apply Press office, Christchurch street, phone enquiries welcomed, terms arranged, inspection invited, cash required, owner leaving district, genuine sale, close tram, good order throughout, all offers considered. Twelve words classified listing continues with properties, sections, bungalows, deposits, rooms, conveniences, apply Press office, Christchurch street, phone enquiries welcomed, terms arranged, inspection invited, cash required, owner leaving district, genuine sale, close tram, good order throughout, all offers considered. [281, 551, 416, 751]
ad-headline: BUSINESS NOTICES. [733, 551, 800, 578]
classified-ad [421, 472, 553, 500]
classified-ad [3, 62, 135, 83]
ad-body-texture: Twelve words classified listing continues with properties, sections, bungalows, deposits, rooms, conveniences, apply Press office, Christchurch street, phone enquiries welcomed, terms arranged, inspection invited, cash required, owner leaving district, genuine sale, close tram, good order throughout, all offers considered. Twelve words classified listing continues with properties, sections, bungalows, deposits, rooms, conveniences, apply Press office, Christchurch street, phone enquiries welcomed, terms arranged, inspection invited, cash required, owner leaving district, genuine sale, close tram, good order throughout, all offers considered. Twelve words classified listing continues with properties, sections, bungalows, deposits, rooms, conveniences, apply Press office, Christchurch street, phone enquiries welcomed, terms arranged, inspection invited, cash required, owner leaving district, genuine sale, close tram, good order throughout, all offers considered. Twelve words classified listing continues with properties, sections, bungalows, deposits, rooms, conveniences, apply Press office, Christchurch street, phone enquiries welcomed, terms arranged, inspection invited, cash required, owner leaving district, genuine sale, close tram, good order throughout, all offers considered. Twelve words classified listing continues with properties, sections, bungalows, deposits, rooms, conveniences, apply Press office, Christchurch street, phone enquiries welcomed, terms arranged, inspection invited, cash required, owner leaving district, genuine sale, close tram, good order throughout, all offers considered. [3, 1165, 138, 1414]
ad-body-texture: Twelve words classified listing continues with properties, sections, bungalows, deposits, rooms, conveniences, apply Press office, Christchurch street, phone enquiries welcomed, terms arranged, inspection invited, cash required, owner leaving district, genuine sale, close tram, good order throughout, all offers considered. Twelve words classified listing continues with properties, sections, bungalows, deposits, rooms, conveniences, apply Press office, Christchurch street, phone enquiries welcomed, terms arranged, inspection invited, cash required, owner leaving district, genuine sale, close tram, good order throughout, all offers considered. Twelve words classified listing continues with properties, sections, bungalows, deposits, rooms, conveniences, apply Press office, Christchurch street, phone enquiries welcomed, terms arranged, inspection invited, cash required, owner leaving district, genuine sale, close tram, good order throughout, all offers considered. Twelve words classified listing continues with properties, sections, bungalows, deposits, rooms, conveniences, apply Press office, Christchurch street, phone enquiries welcomed, terms arranged, inspection invited, cash required, owner leaving district, genuine sale, close tram, good order throughout, all offers considered. [3, 937, 138, 1138]
church-section-text: THE NATIONAL SPIRITUALIST CHURCH OF N.Z. [979, 592, 1109, 612]
classified-ad [3, 463, 135, 491]
ad-lead: STEWART'S [142, 62, 189, 71]
